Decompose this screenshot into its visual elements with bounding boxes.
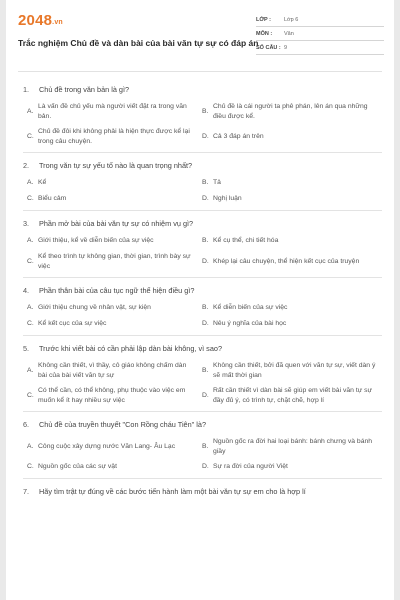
option-text: Nguồn gốc của các sự vật [38, 463, 117, 471]
meta-label: SỐ CÂU : [256, 45, 281, 51]
meta-row-count [256, 41, 384, 55]
option-letter: D. [202, 320, 209, 328]
answer-option[interactable] [27, 236, 197, 246]
option-text: Kể kết cục của sự việc [38, 320, 107, 328]
question-text [23, 286, 382, 296]
option-text: Kể theo trình tự không gian, thời gian, trình bày sự việc [38, 253, 191, 270]
answer-option[interactable] [202, 361, 377, 380]
answer-option[interactable] [202, 437, 377, 456]
answer-option[interactable] [27, 462, 197, 472]
page-title: Trắc nghiệm Chủ đề và dàn bài của bài văn tự sự có đáp án [18, 38, 259, 48]
answer-option[interactable] [27, 361, 197, 380]
option-letter: D. [202, 195, 209, 203]
option-letter: C. [27, 391, 34, 399]
answer-option[interactable] [27, 178, 197, 188]
question-prompt: Chủ đề của truyền thuyết "Con Rồng cháu Tiên" là? [39, 420, 207, 429]
option-letter: B. [202, 179, 209, 187]
question-prompt: Phần thân bài của câu tục ngữ thể hiện điều gì? [39, 286, 195, 295]
option-letter: A. [27, 237, 34, 245]
document-header [6, 0, 394, 64]
answer-option[interactable] [202, 236, 377, 246]
answer-option[interactable] [202, 102, 377, 121]
option-text: Nguồn gốc ra đời hai loại bánh: bánh chưng và bánh giầy [213, 438, 373, 455]
answer-option[interactable] [202, 386, 377, 405]
option-letter: D. [202, 257, 209, 265]
option-letter: C. [27, 132, 34, 140]
option-text: Không cần thiết, vì thầy, cô giáo không chấm dàn bài của bài viết văn tự sự [38, 362, 187, 379]
option-letter: D. [202, 463, 209, 471]
question-number: 6. [23, 420, 30, 429]
meta-label: MÔN : [256, 31, 273, 37]
option-letter: B. [202, 304, 209, 312]
option-text: Kể cụ thể, chi tiết hóa [213, 237, 279, 245]
logo-suffix: .vn [52, 19, 63, 26]
meta-value: Văn [284, 31, 294, 37]
question-item [23, 487, 382, 510]
option-text: Công cuộc xây dựng nước Văn Lang- Âu Lạc [38, 442, 176, 450]
answer-option[interactable] [202, 303, 377, 313]
question-list [6, 72, 394, 510]
option-letter: C. [27, 320, 34, 328]
question-prompt: Trong văn tự sự yếu tố nào là quan trọng nhất? [39, 161, 193, 170]
meta-table [256, 13, 384, 55]
option-text: Có thể cần, có thể không, phụ thuộc vào việc em muốn kể ít hay nhiều sự việc [38, 387, 186, 404]
option-letter: C. [27, 195, 34, 203]
answer-option[interactable] [202, 178, 377, 188]
question-item [23, 420, 382, 479]
option-text: Nghị luận [213, 195, 242, 203]
answer-option[interactable] [27, 127, 197, 146]
answer-option[interactable] [27, 252, 197, 271]
answer-option[interactable] [27, 437, 197, 456]
option-text: Chủ đề đôi khi không phải là hiện thực được kể lại trong câu chuyện. [38, 128, 190, 145]
question-number: 5. [23, 344, 30, 353]
option-text: Kể [38, 179, 47, 187]
option-letter: A. [27, 304, 34, 312]
question-prompt: Hãy tìm trật tự đúng về các bước tiến hành làm một bài văn tự sự em cho là hợp lí [39, 487, 306, 496]
option-letter: B. [202, 107, 209, 115]
question-number: 3. [23, 219, 30, 228]
option-text: Cả 3 đáp án trên [213, 132, 264, 140]
question-number: 4. [23, 286, 30, 295]
answer-options [23, 236, 382, 271]
option-letter: B. [202, 442, 209, 450]
option-letter: A. [27, 442, 34, 450]
question-text [23, 219, 382, 229]
answer-option[interactable] [27, 194, 197, 204]
option-letter: C. [27, 463, 34, 471]
option-text: Kể diễn biến của sự việc [213, 304, 288, 312]
answer-options [23, 303, 382, 329]
question-text [23, 161, 382, 171]
answer-options [23, 437, 382, 472]
option-text: Tả [213, 179, 221, 187]
answer-options [23, 361, 382, 405]
option-text: Rất cần thiết vì dàn bài sẽ giúp em viết bài văn tự sự đầy đủ ý, có trình tự, chặt chẽ, hợp lí [213, 387, 373, 404]
answer-option[interactable] [202, 252, 377, 271]
answer-option[interactable] [27, 319, 197, 329]
question-text [23, 420, 382, 430]
meta-label: LỚP : [256, 17, 271, 23]
meta-row-class [256, 13, 384, 27]
option-text: Chủ đề là cái người ta phê phán, lên án qua những điều được kể. [213, 103, 368, 120]
question-text [23, 85, 382, 95]
question-item [23, 161, 382, 211]
answer-options [23, 102, 382, 146]
question-prompt: Chủ đề trong văn bản là gì? [39, 85, 130, 94]
answer-option[interactable] [27, 386, 197, 405]
option-letter: C. [27, 257, 34, 265]
option-letter: D. [202, 132, 209, 140]
option-text: Sự ra đời của người Việt [213, 463, 288, 471]
answer-option[interactable] [27, 102, 197, 121]
option-text: Không cần thiết, bởi đã quen với văn tự sự, viết dàn ý sẽ mất thời gian [213, 362, 376, 379]
option-letter: A. [27, 179, 34, 187]
logo-text: 2048 [18, 12, 53, 29]
question-number: 1. [23, 85, 30, 94]
option-text: Nêu ý nghĩa của bài học [213, 320, 287, 328]
question-item [23, 219, 382, 278]
question-item [23, 344, 382, 412]
answer-options [23, 178, 382, 204]
question-number: 7. [23, 487, 30, 496]
answer-option[interactable] [202, 319, 377, 329]
answer-option[interactable] [202, 462, 377, 472]
answer-option[interactable] [202, 194, 377, 204]
document-page [6, 0, 394, 600]
question-item [23, 85, 382, 153]
option-letter: A. [27, 366, 34, 374]
option-letter: D. [202, 391, 209, 399]
meta-value: 9 [284, 45, 288, 51]
meta-value: Lớp 6 [284, 17, 299, 23]
question-text [23, 344, 382, 354]
option-text: Giới thiệu chung về nhân vật, sự kiện [38, 304, 151, 312]
answer-option[interactable] [27, 303, 197, 313]
option-letter: A. [27, 107, 34, 115]
option-text: Khép lại câu chuyện, thể hiện kết cục của truyện [213, 257, 360, 265]
question-prompt: Trước khi viết bài có cần phải lập dàn bài không, vì sao? [39, 344, 223, 353]
option-text: Biểu cảm [38, 195, 67, 203]
option-text: Giới thiệu, kể về diễn biến của sự việc [38, 237, 154, 245]
question-item [23, 286, 382, 336]
question-prompt: Phần mở bài của bài văn tự sự có nhiệm vụ gì? [39, 219, 194, 228]
question-text [23, 487, 382, 497]
answer-option[interactable] [202, 127, 377, 146]
question-number: 2. [23, 161, 30, 170]
meta-row-subject [256, 27, 384, 41]
option-letter: B. [202, 366, 209, 374]
option-letter: B. [202, 237, 209, 245]
option-text: Là vấn đề chủ yếu mà người viết đặt ra trong văn bản. [38, 103, 187, 120]
